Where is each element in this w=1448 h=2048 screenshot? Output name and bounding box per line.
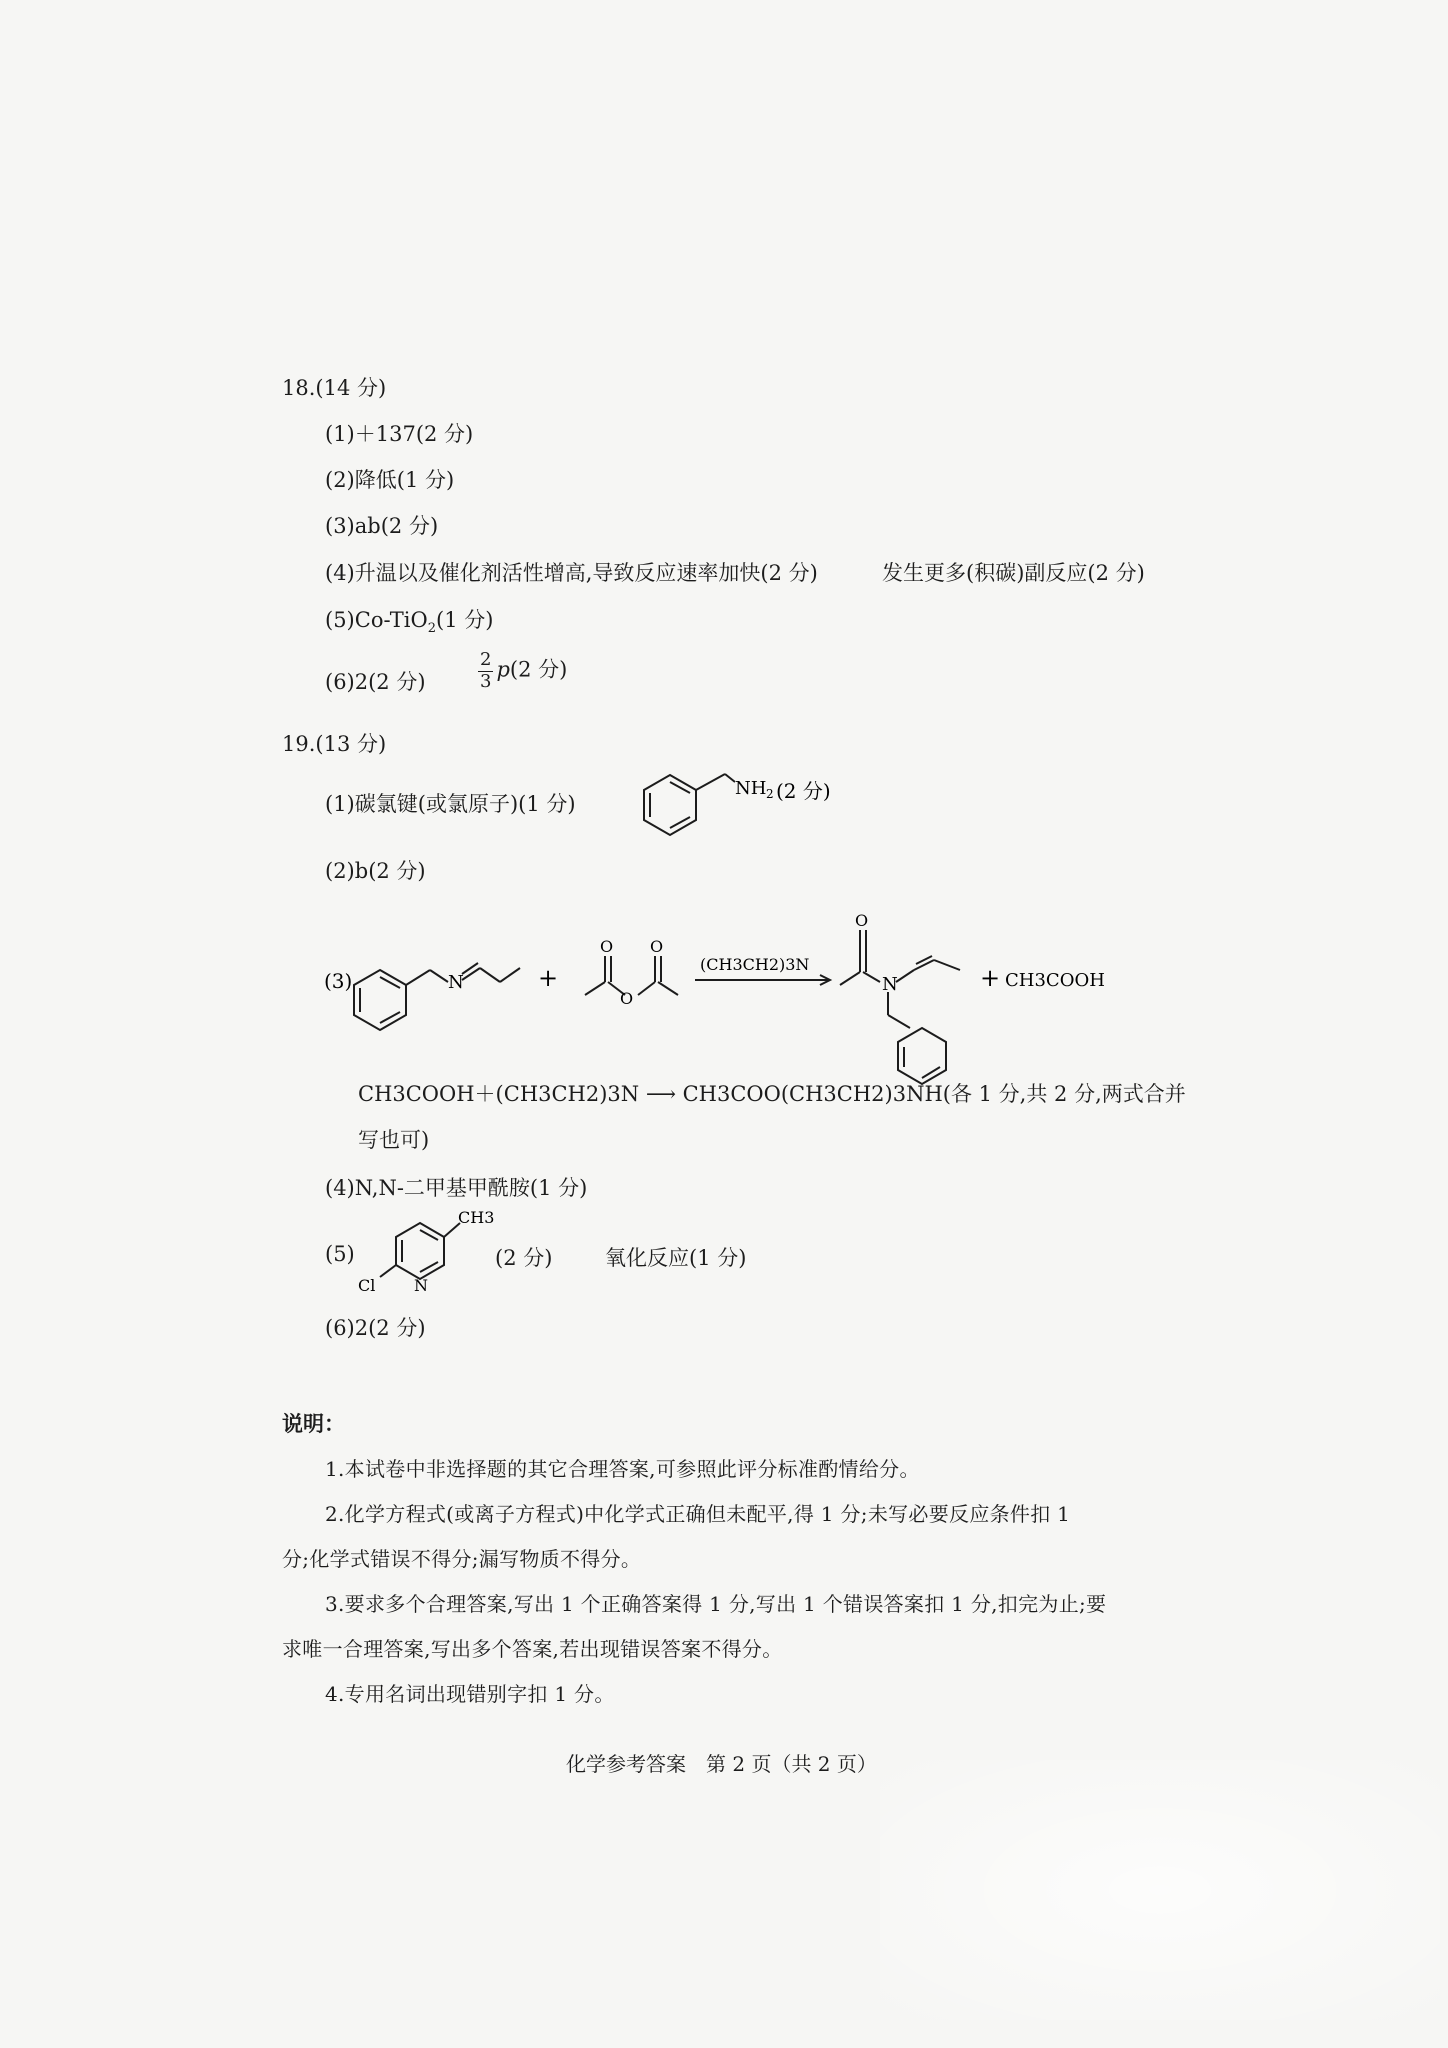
svg-text:NH: NH (735, 778, 767, 799)
reaction-scheme (320, 890, 1120, 1090)
q18-answer-4b: 发生更多(积碳)副反应(2 分) (882, 561, 1145, 585)
note-1: 1.本试卷中非选择题的其它合理答案,可参照此评分标准酌情给分。 (325, 1457, 920, 1481)
q19-answer-2: (2)b(2 分) (325, 859, 426, 883)
svg-text:N: N (882, 974, 898, 995)
svg-text:(CH3CH2)3N: (CH3CH2)3N (700, 955, 810, 974)
q19-title: 19.(13 分) (282, 732, 387, 756)
q19-answer-4: (4)N,N-二甲基甲酰胺(1 分) (325, 1176, 588, 1200)
svg-text:O: O (620, 989, 634, 1008)
q18-title: 18.(14 分) (282, 376, 387, 400)
svg-text:Cl: Cl (358, 1276, 376, 1295)
q18-answer-3: (3)ab(2 分) (325, 514, 439, 538)
q19-answer-5-score: (2 分) (495, 1246, 553, 1270)
q19-answer-1: (1)碳氯键(或氯原子)(1 分) (325, 792, 576, 816)
fraction: $\frac{2}{3}$ (480, 649, 492, 692)
svg-text:CH3: CH3 (458, 1208, 495, 1227)
svg-text:2: 2 (766, 787, 774, 801)
q18-answer-5: (5)Co-TiO$_2$(1 分) (325, 608, 494, 636)
svg-text:CH3COOH: CH3COOH (1005, 970, 1105, 991)
q19-answer-5-label: (5) (325, 1242, 355, 1266)
chloromethylpyridine-structure (350, 1205, 495, 1295)
note-3-line-2: 求唯一合理答案,写出多个答案,若出现错误答案不得分。 (282, 1637, 783, 1661)
svg-text:O: O (855, 911, 869, 930)
q18-answer-1: (1)＋137(2 分) (325, 422, 474, 446)
q19-answer-6: (6)2(2 分) (325, 1316, 426, 1340)
svg-text:N: N (414, 1276, 428, 1295)
svg-text:(3): (3) (324, 969, 353, 993)
note-3-line-1: 3.要求多个合理答案,写出 1 个正确答案得 1 分,写出 1 个错误答案扣 1 分,扣完为止;要 (325, 1592, 1107, 1616)
note-2-line-1: 2.化学方程式(或离子方程式)中化学式正确但未配平,得 1 分;未写必要反应条件扣 1 (325, 1502, 1071, 1526)
svg-text:O: O (650, 937, 664, 956)
note-4: 4.专用名词出现错别字扣 1 分。 (325, 1682, 615, 1706)
notes-title: 说明： (282, 1411, 345, 1436)
q19-answer-3-note: 写也可) (358, 1128, 430, 1152)
benzylamine-structure (630, 760, 860, 850)
svg-text:(2 分): (2 分) (776, 779, 831, 803)
scan-artifact (880, 1760, 1440, 2020)
q18-answer-6b: $\frac{2}{3}$ p(2 分) (480, 649, 568, 692)
q18-answer-6a: (6)2(2 分) (325, 670, 426, 694)
svg-text:N: N (448, 972, 464, 993)
note-2-line-2: 分;化学式错误不得分;漏写物质不得分。 (282, 1547, 642, 1571)
q18-answer-4a: (4)升温以及催化剂活性增高,导致反应速率加快(2 分) (325, 561, 818, 585)
svg-text:O: O (600, 937, 614, 956)
q19-answer-3-equation: CH3COOH＋(CH3CH2)3N ⟶ CH3COO(CH3CH2)3NH(各 1 分,共 2 分,两式合并 (358, 1082, 1186, 1106)
page-footer: 化学参考答案 第 2 页（共 2 页） (566, 1752, 877, 1776)
q19-answer-5-type: 氧化反应(1 分) (605, 1246, 747, 1270)
svg-text:+: + (538, 964, 559, 992)
q18-answer-2: (2)降低(1 分) (325, 468, 455, 492)
svg-text:+: + (980, 964, 1001, 992)
